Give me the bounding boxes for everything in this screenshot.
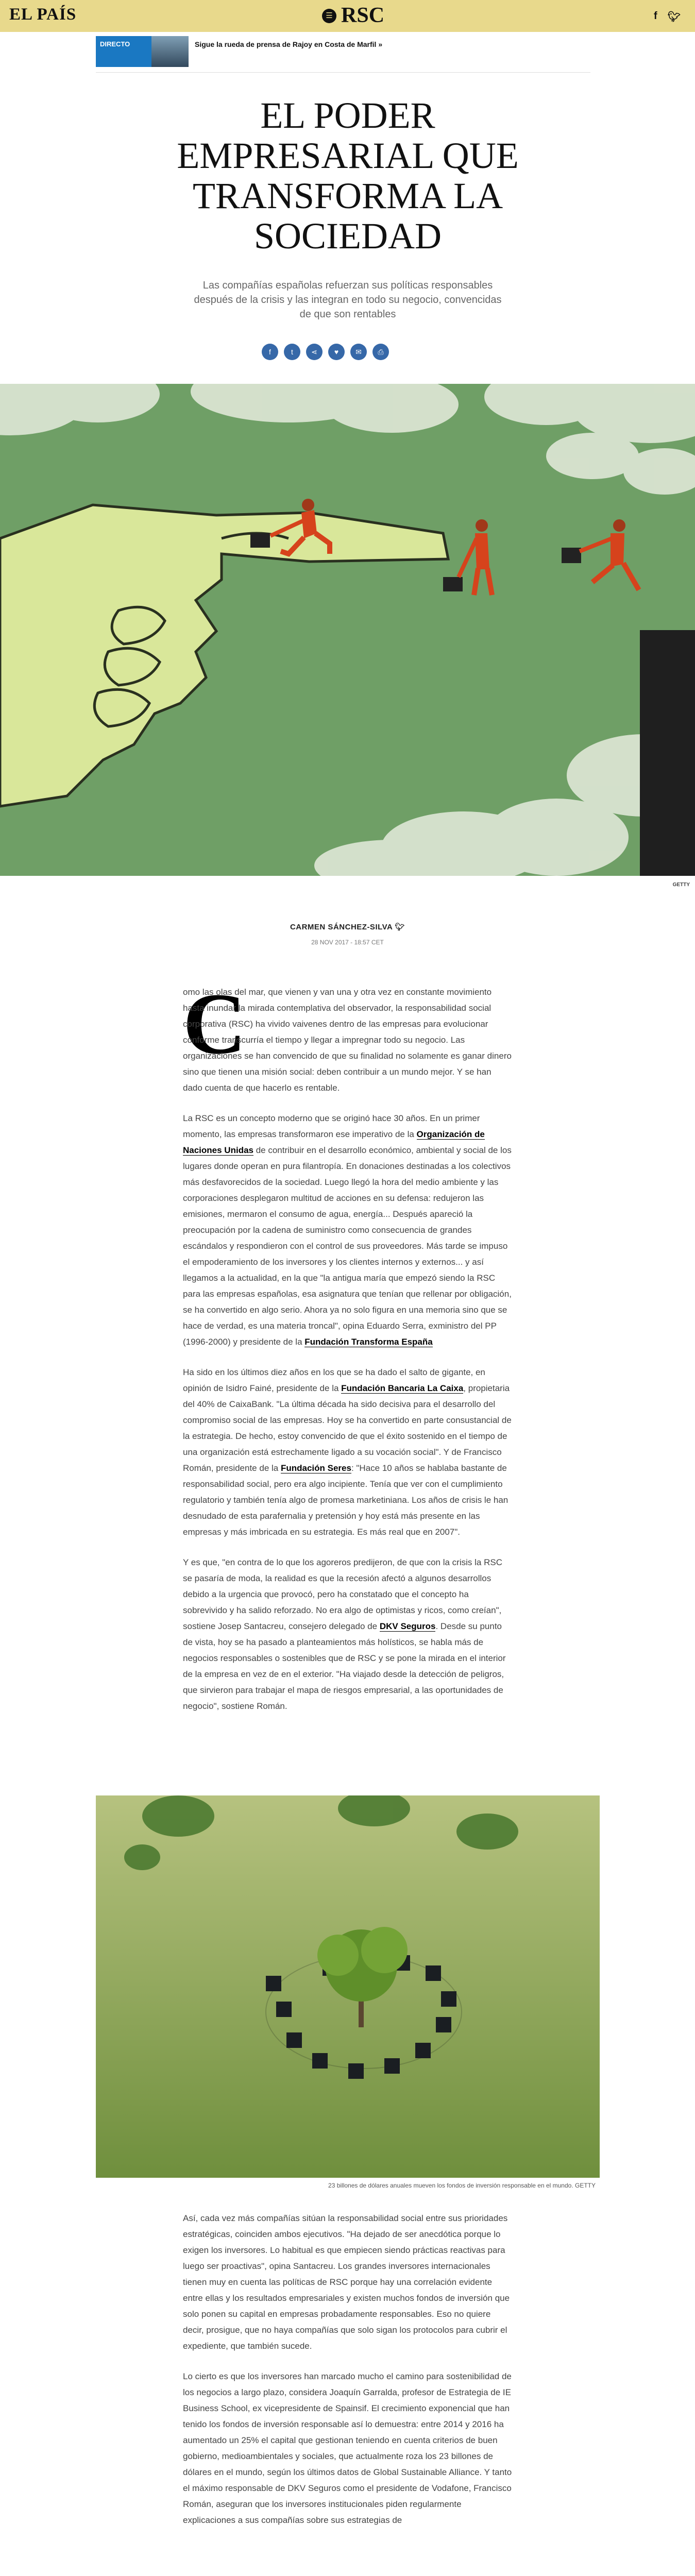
paragraph-2-text-b: de contribuir en el desarrollo económico, ambiental y social de los lugares donde operan en pura filantropía. En donaciones destinadas a los colectivos más desfavorecidos de la sociedad. Luego llegó la hora del medio ambiente y las corporaciones desplegaron multitud de acciones en su defensa: redujeron las emisiones, mermaron el consumo de agua, energía... Después apareció la preocupación por la cadena de suministro como consecuencia de grandes escándalos y respondieron con el control de sus proveedores. Más tarde se impuso el empoderamiento de los inversores y los clientes internos y externos... y así llegamos a la actualidad, en la que "la antigua maría que empezó siendo la RSC para las empresas españolas, esa asignatura que tenían que rellenar por obligación, se ha convertido en algo serio. Ahora ya no solo figura en una memoria sino que se hace de verdad, es una materia troncal", opina Eduardo Serra, exministro del PP (1996-2000) y presidente de la (183, 1145, 512, 1347)
author-name[interactable] (0, 922, 695, 931)
paragraph-3-text-b: , propietaria del 40% de CaixaBank. "La última década ha sido decisiva para el desarrollo del compromiso social de las empresas. Hoy se ha convertido en parte consustancial de la estrategia. De hecho, estoy convencido de que el éxito sostenido en el tiempo de una organización está estrechamente ligado a su vocación social". Y de Francisco Román, presidente de la (183, 1383, 512, 1473)
section-title[interactable]: RSC (341, 4, 385, 27)
paragraph-3-text-c: : "Hace 10 años se hablaba bastante de responsabilidad social, pero era algo incipiente. Tenía que ver con el cumplimiento regulatorio y también tenía algo de promesa marketiniana. Los años de crisis le han desnudado de esta parafernalia y pretensión y hoy está más presente en las empresas y más imbricada en su estrategia. Es más real que en 2007". (183, 1463, 508, 1537)
whatsapp-icon[interactable]: ♥ (328, 344, 345, 360)
paragraph-1 (183, 975, 513, 1096)
email-icon[interactable]: ✉ (350, 344, 367, 360)
photo-caption: 23 billones de dólares anuales mueven los fondos de inversión responsable en el mundo. GETTY (328, 2182, 596, 2189)
paragraph-4 (183, 1554, 513, 1714)
link-fundacion-seres[interactable]: Fundación Seres (280, 1463, 351, 1473)
menu-icon[interactable]: ☰ (322, 9, 336, 23)
article-subtitle: Las compañías españolas refuerzan sus políticas responsables después de la crisis y las integran en todo su negocio, convencidas de que son rentables (194, 280, 502, 320)
facebook-icon[interactable]: f (653, 10, 657, 22)
article-body-1 (183, 975, 513, 1728)
author-label: CARMEN SÁNCHEZ-SILVA (290, 923, 393, 931)
link-fundacion-transforma[interactable]: Fundación Transforma España (304, 1337, 433, 1347)
live-banner[interactable] (96, 36, 590, 73)
paragraph-5: Así, cada vez más compañías sitúan la responsabilidad social entre sus prioridades estratégicas, coinciden ambos ejecutivos. "Ha dejado de ser anecdótica porque lo exigen los inversores. Lo habitual es que empiecen siendo prácticas reactivas para luego ser proactivas", opina Santacreu. Los grandes inversores internacionales tienen muy en cuenta las políticas de RSC porque hay una correlación evidente entre ellas y los resultados empresariales y existen muchos fondos de inversión que solo ponen su capital en empresas probadamente responsables. Eso no quiere decir, prosigue, que no haya compañías que solo sigan los protocolos para cubrir el expediente, que también sucede. (183, 2213, 510, 2351)
publish-date: 28 NOV 2017 - 18:57 CET (311, 939, 384, 946)
paragraph-4-text-a: Y es que, "en contra de lo que los agoreros predijeron, de que con la crisis la RSC se pasaría de moda, la realidad es que la recesión afectó a algunos desarrollos debido a la urgencia que provocó, pero ha constatado que el concepto ha sobrevivido y ha salido reforzado. No era algo de optimistas y ricos, como creían", sostiene Josep Santacreu, consejero delegado de (183, 1557, 502, 1631)
hero-illustration-svg (0, 384, 695, 876)
paragraph-1-text: omo las olas del mar, que vienen y van una y otra vez en constante movimiento hasta inundar la mirada contemplativa del observador, la responsabilidad social corporativa (RSC) ha vivido vaivenes dentro de las empresas para evolucionar conforme transcurría el tiempo y llegar a impregnar todo su negocio. Las organizaciones se han convencido de que su finalidad no solamente es ganar dinero sino que tienen una misión social: deben contribuir a un mundo mejor. Y se han dado cuenta de que hacerlo es rentable. (183, 987, 512, 1093)
top-bar (0, 0, 695, 32)
paragraph-2-text-a: La RSC es un concepto moderno que se originó hace 30 años. En un primer momento, las empresas transformaron ese imperativo de la (183, 1113, 480, 1139)
social-links (654, 10, 681, 23)
share-bar (262, 344, 389, 360)
paragraph-2 (183, 1110, 513, 1350)
link-la-caixa[interactable]: Fundación Bancaria La Caixa (341, 1383, 464, 1393)
article-photo-svg (96, 1795, 600, 2178)
drop-cap: C (183, 975, 246, 1072)
article-body-2 (183, 2210, 513, 2543)
live-link[interactable]: Sigue la rueda de prensa de Rajoy en Costa de Marfil » (195, 40, 383, 48)
twitter-icon[interactable]: t (284, 344, 300, 360)
share-icon[interactable]: ⋖ (306, 344, 323, 360)
live-badge: DIRECTO (100, 40, 130, 48)
print-icon[interactable]: ⎙ (372, 344, 389, 360)
link-dkv[interactable]: DKV Seguros (379, 1621, 436, 1631)
paragraph-6: Lo cierto es que los inversores han marcado mucho el camino para sostenibilidad de los negocios a largo plazo, considera Joaquín Garralda, profesor de Estrategia de IE Business School, ex vicepresidente de Spainsif. El crecimiento exponencial que han tenido los fondos de inversión responsable así lo demuestra: entre 2014 y 2016 ha aumentado un 25% el capital que gestionan teniendo en cuenta criterios de buen gobierno, medioambientales y sociales, que actualmente roza los 23 billones de dólares en el mundo, según los últimos datos de Global Sustainable Alliance. Y tanto el máximo responsable de DKV Seguros como el presidente de Vodafone, Francisco Román, aseguran que los inversores institucionales piden regularmente explicaciones a sus compañías sobre sus estrategias de (183, 2371, 512, 2525)
article-photo (96, 1795, 600, 2178)
paragraph-4-text-b: . Desde su punto de vista, hoy se ha pasado a planteamientos más holísticos, se habla más de negocios responsables o sostenibles que de RSC y se pone la mirada en el interior de la empresa en vez de en el exterior. "Ha viajado desde la detección de peligros, que sirvieron para trabajar el mapa de riesgos empresarial, a las oportunidades de negocio", sostiene Román. (183, 1621, 506, 1711)
twitter-icon[interactable]: 🐦︎ (395, 923, 405, 931)
site-logo[interactable]: EL PAÍS (9, 5, 77, 24)
live-thumbnail (151, 36, 189, 67)
paragraph-3-text-a: Ha sido en los últimos diez años en los que se ha dado el salto de gigante, en opinión de Isidro Fainé, presidente de la (183, 1367, 485, 1393)
article-title: EL PODER EMPRESARIAL QUE TRANSFORMA LA SOCIEDAD (177, 95, 519, 257)
link-onu[interactable]: Organización de Naciones Unidas (183, 1129, 485, 1155)
facebook-icon[interactable]: f (262, 344, 278, 360)
live-box[interactable] (96, 36, 189, 67)
hero-illustration (0, 384, 695, 876)
paragraph-3 (183, 1364, 513, 1540)
hero-credit: GETTY (672, 882, 690, 888)
twitter-icon[interactable]: 🐦︎ (667, 11, 681, 23)
